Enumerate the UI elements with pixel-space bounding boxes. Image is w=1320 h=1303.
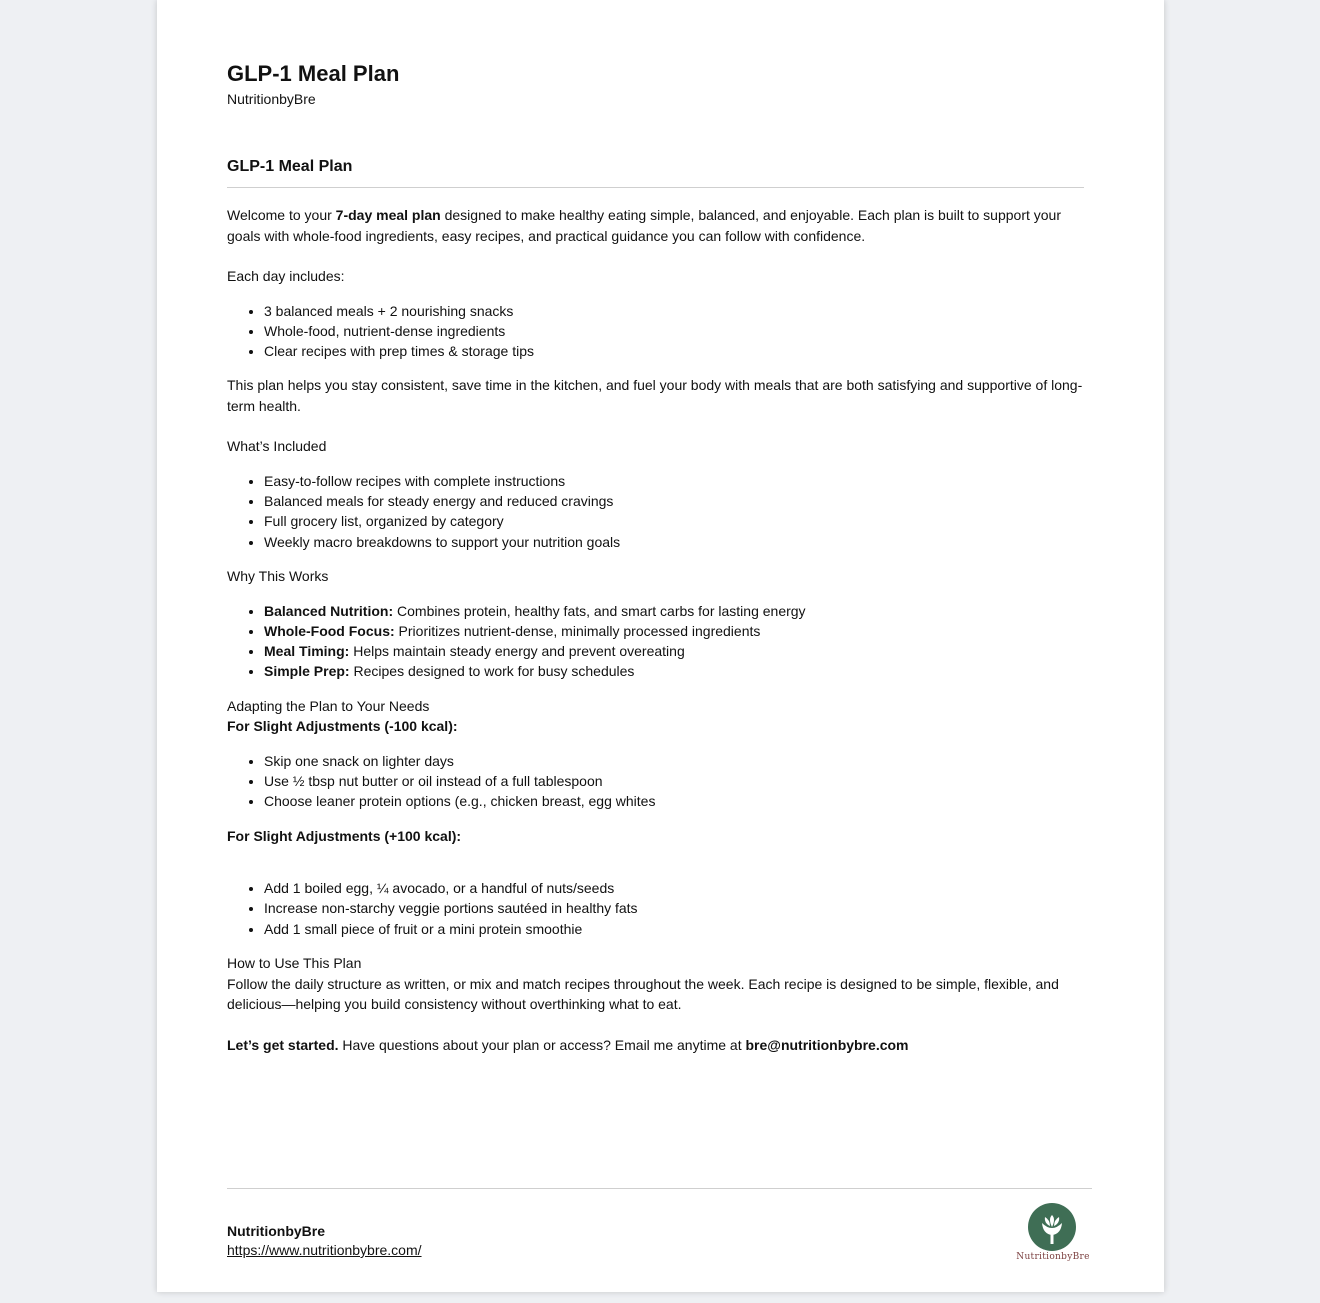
list-item: • Add 1 boiled egg, ¼ avocado, or a handful of nuts/seeds	[264, 878, 1087, 898]
list-item: • Easy-to-follow recipes with complete instructions	[264, 471, 1087, 491]
contact-email: bre@nutritionbybre.com	[745, 1036, 909, 1053]
why-this-works-list	[227, 601, 1087, 682]
list-item	[264, 641, 1087, 661]
list-item	[264, 621, 1087, 641]
each-day-label: Each day includes:	[227, 268, 345, 284]
helps-paragraph: This plan helps you stay consistent, save time in the kitchen, and fuel your body with meals that are both satisfying and supportive of long-term health.	[227, 377, 1083, 414]
minus-adjustments-list	[227, 751, 1087, 812]
minus-adjustments-label	[227, 716, 1087, 737]
document-content	[227, 60, 1087, 1055]
whats-included-label: What’s Included	[227, 438, 327, 455]
plus-adjustments-label-text: For Slight Adjustments (+100 kcal):	[227, 827, 462, 844]
list-item: • Increase non-starchy veggie portions sautéed in healthy fats	[264, 898, 1087, 918]
closing-bold-start: Let’s get started.	[227, 1036, 339, 1053]
item-text: Helps maintain steady energy and prevent overeating	[349, 643, 685, 660]
item-text: Prioritizes nutrient-dense, minimally processed ingredients	[394, 622, 761, 639]
item-text: Recipes designed to work for busy schedules	[349, 663, 635, 680]
how-to-use-label: How to Use This Plan	[227, 955, 362, 972]
item-bold-label: Balanced Nutrition:	[264, 602, 394, 619]
adapting-label: Adapting the Plan to Your Needs	[227, 697, 430, 714]
list-item	[264, 601, 1087, 621]
document-title: GLP-1 Meal Plan	[227, 61, 400, 86]
intro-text-after: designed to make healthy eating simple, balanced, and enjoyable. Each plan is built to support your goals with whole-food ingredients, easy recipes, and practical guidance you can follow with confidence.	[227, 207, 1062, 244]
list-item: • Choose leaner protein options (e.g., chicken breast, egg whites	[264, 791, 1087, 811]
logo-wordmark: NutritionbyBre	[1016, 1252, 1090, 1262]
list-item	[264, 661, 1087, 681]
list-item: • Whole-food, nutrient-dense ingredients	[264, 321, 1087, 341]
footer-brand-name: NutritionbyBre	[227, 1223, 325, 1239]
list-item: • 3 balanced meals + 2 nourishing snacks	[264, 301, 1087, 321]
why-this-works-label: Why This Works	[227, 568, 329, 585]
item-bold-label: Meal Timing:	[264, 643, 350, 660]
document-subtitle: NutritionbyBre	[227, 91, 316, 107]
intro-text-bold: 7-day meal plan	[335, 207, 441, 223]
footer-divider	[227, 1188, 1092, 1189]
section-heading: GLP-1 Meal Plan	[227, 158, 353, 175]
list-item: • Add 1 small piece of fruit or a mini protein smoothie	[264, 919, 1087, 939]
list-item: • Full grocery list, organized by category	[264, 511, 1087, 531]
plus-adjustments-label	[227, 826, 1087, 847]
brand-logo	[1012, 1201, 1094, 1265]
how-to-use-paragraph: Follow the daily structure as written, or mix and match recipes throughout the week. Each recipe is designed to be simple, flexible, and delicious—helping you build consistency without overthinking what to eat.	[227, 975, 1059, 1013]
list-item: • Use ½ tbsp nut butter or oil instead of a full tablespoon	[264, 771, 1087, 791]
item-bold-label: Whole-Food Focus:	[264, 622, 395, 639]
closing-paragraph	[227, 1035, 1087, 1056]
minus-adjustments-label-text: For Slight Adjustments (-100 kcal):	[227, 718, 458, 735]
list-item: • Skip one snack on lighter days	[264, 751, 1087, 771]
list-item: • Weekly macro breakdowns to support your nutrition goals	[264, 532, 1087, 552]
footer-website-link[interactable]: https://www.nutritionbybre.com/	[227, 1242, 422, 1258]
each-day-list	[227, 301, 1087, 362]
list-item: • Clear recipes with prep times & storage tips	[264, 341, 1087, 361]
section-divider	[227, 187, 1084, 188]
whats-included-list	[227, 471, 1087, 552]
document-page	[157, 0, 1164, 1292]
plus-adjustments-list	[227, 878, 1087, 939]
leaf-bowl-logo-icon	[1028, 1203, 1076, 1251]
intro-paragraph	[227, 205, 1087, 246]
item-bold-label: Simple Prep:	[264, 663, 350, 680]
intro-text-before: Welcome to your	[227, 207, 336, 223]
item-text: Combines protein, healthy fats, and smart carbs for lasting energy	[393, 602, 806, 619]
closing-middle-text: Have questions about your plan or access? Email me anytime at	[338, 1036, 746, 1053]
list-item: • Balanced meals for steady energy and reduced cravings	[264, 491, 1087, 511]
